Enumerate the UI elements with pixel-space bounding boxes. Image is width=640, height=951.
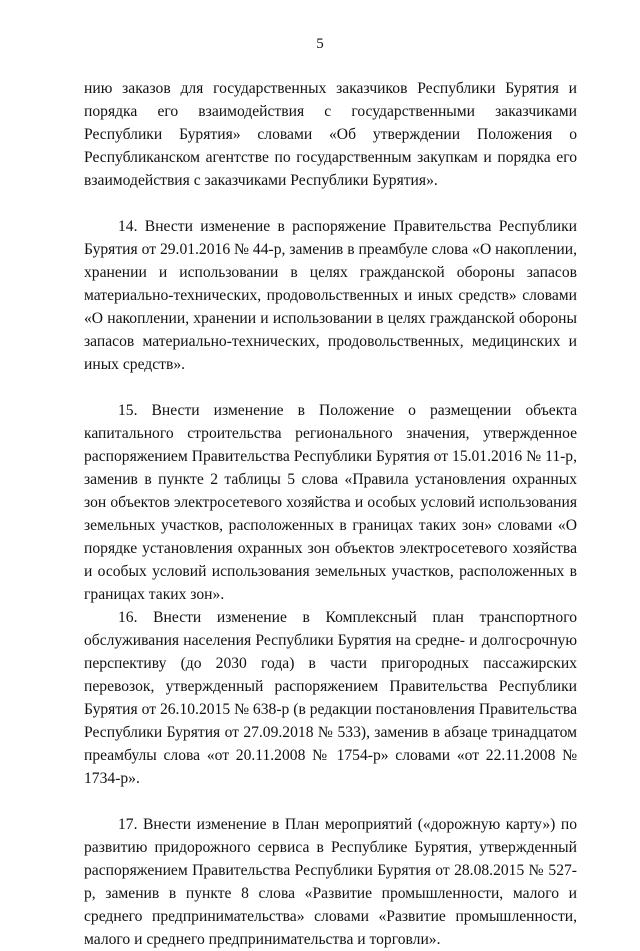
- paragraph-15: 15. Внести изменение в Положение о размещении объекта капитального строительства регионального значения, утвержденное распоряжением Правительства Республики Бурятия от 15.01.2016 № 11-р, заменив в пункте 2 таблицы 5 слова «Правила установления охранных зон объектов электросетевого хозяйства и особых условий использования земельных участков, расположенных в границах таких зон» словами «О порядке установления охранных зон объектов электросетевого хозяйства и особых условий использования земельных участков, расположенных в границах таких зон».: [84, 402, 577, 603]
- paragraph-16: 16. Внести изменение в Комплексный план транспортного обслуживания населения Республики Бурятия на средне- и долгосрочную перспективу (до 2030 года) в части пригородных пассажирских перевозок, утвержденный распоряжением Правительства Республики Бурятия от 26.10.2015 № 638-р (в редакции постановления Правительства Республики Бурятия от 27.09.2018 № 533), заменив в абзаце тринадцатом преамбулы слова «от 20.11.2008 № 1754-р» словами «от 22.11.2008 № 1734-р».: [84, 609, 577, 787]
- paragraph-17: 17. Внести изменение в План мероприятий («дорожную карту») по развитию придорожного сервиса в Республике Бурятия, утвержденный распоряжением Правительства Республики Бурятия от 28.08.2015 № 527-р, заменив в пункте 8 слова «Развитие промышленности, малого и среднего предпринимательства» словами «Развитие промышленности, малого и среднего предпринимательства и торговли».: [84, 816, 577, 948]
- page-number: 5: [316, 36, 324, 52]
- document-body: [84, 77, 577, 951]
- paragraph-14: 14. Внести изменение в распоряжение Правительства Республики Бурятия от 29.01.2016 № 44-р, заменив в преамбуле слова «О накоплении, хранении и использовании в целях гражданской обороны запасов материально-технических, продовольственных и иных средств» словами «О накоплении, хранении и использовании в целях гражданской обороны запасов материально-технических, продовольственных, медицинских и иных средств».: [84, 218, 577, 373]
- paragraph-continuation: нию заказов для государственных заказчиков Республики Бурятия и порядка его взаимодействия с государственными заказчиками Республики Бурятия» словами «Об утверждении Положения о Республиканском агентстве по государственным закупкам и порядка его взаимодействия с заказчиками Республики Бурятия».: [84, 80, 577, 189]
